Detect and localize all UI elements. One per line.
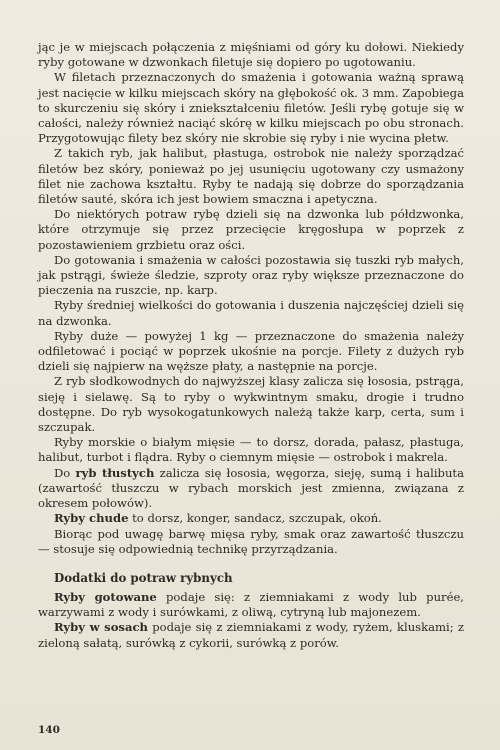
paragraph-10: Do ryb tłustych zalicza się łososia, węgorza, sieję, sumą i halibuta (zawartość tłuszczu w rybach morskich jest zmienna, związana z okresem połowów). xyxy=(38,465,464,511)
paragraph-5: Do gotowania i smażenia w całości pozostawia się tuszki ryb małych, jak pstrągi, świeże śledzie, szproty oraz ryby większe przeznaczone do pieczenia na ruszcie, np. karp. xyxy=(38,252,464,298)
section-paragraph-2: Ryby w sosach podaje się z ziemniakami z wody, ryżem, kluskami; z zieloną sałatą, surówką z cykorii, surówką z porów. xyxy=(38,620,464,650)
section-gap xyxy=(38,557,464,571)
term-lean-fish: Ryby chude xyxy=(54,511,129,526)
paragraph-9: Ryby morskie o białym mięsie — to dorsz, dorada, pałasz, płastuga, halibut, turbot i flądra. Ryby o ciemnym mięsie — ostrobok i makrela. xyxy=(38,435,464,465)
section-heading: Dodatki do potraw rybnych xyxy=(54,570,233,585)
term-fatty-fish: ryb tłustych xyxy=(75,465,155,480)
paragraph-11: Ryby chude to dorsz, konger, sandacz, szczupak, okoń. xyxy=(54,511,382,526)
paragraph-6: Ryby średniej wielkości do gotowania i duszenia najczęściej dzieli się na dzwonka. xyxy=(38,298,464,328)
paragraph-8: Z ryb słodkowodnych do najwyższej klasy zalicza się łososia, pstrąga, sieję i sielawę. Są to ryby o wykwintnym smaku, drogie i trudno dostępne. Do ryb wysokogatunkowych należą także karp, certa, sum i szczupak. xyxy=(38,374,464,435)
body-text xyxy=(38,40,464,651)
section-paragraph-1: Ryby gotowane podaje się: z ziemniakami z wody lub purée, warzywami z wody i surówkami, z oliwą, cytryną lub majonezem. xyxy=(38,589,464,620)
paragraph-7: Ryby duże — powyżej 1 kg — przeznaczone do smażenia należy odfiletować i pociąć w poprzek ukośnie na porcje. Filety z dużych ryb dzieli się najpierw na węższe płaty, a następnie na porcje. xyxy=(38,328,464,374)
paragraph-12: Biorąc pod uwagę barwę mięsa ryby, smak oraz zawartość tłuszczu — stosuje się odpowiednią technikę przyrządzania. xyxy=(38,526,464,556)
page-number: 140 xyxy=(38,724,60,736)
paragraph-4: Do niektórych potraw rybę dzieli się na dzwonka lub półdzwonka, które otrzymuje się przez przecięcie kręgosłupa w poprzek z pozostawieniem grzbietu oraz ości. xyxy=(38,207,464,252)
paragraph-2: W filetach przeznaczonych do smażenia i gotowania ważną sprawą jest nacięcie w kilku miejscach skóry na głębokość ok. 3 mm. Zapobiega to skurczeniu się skóry i zniekształceniu filetów. Jeśli rybę gotuje się w całości, należy również naciąć skórę w kilku miejscach po obu stronach. Przygotowując filety bez skóry nie skrobie się ryby i nie wycina płetw. xyxy=(38,70,464,146)
paragraph-3: Z takich ryb, jak halibut, płastuga, ostrobok nie należy sporządzać filetów bez skóry, ponieważ po jej usunięciu ugotowany czy usmażony filet nie zachowa kształtu. Ryby te nadają się dobrze do sporządzania filetów sauté, skóra ich jest bowiem smaczna i apetyczna. xyxy=(38,146,464,207)
term-boiled-fish: Ryby gotowane xyxy=(54,589,157,604)
paragraph-1: jąc je w miejscach połączenia z mięśniami od góry ku dołowi. Niekiedy ryby gotowane w dzwonkach filetuje się dopiero po ugotowaniu. xyxy=(38,40,464,70)
term-fish-in-sauce: Ryby w sosach xyxy=(54,620,148,635)
